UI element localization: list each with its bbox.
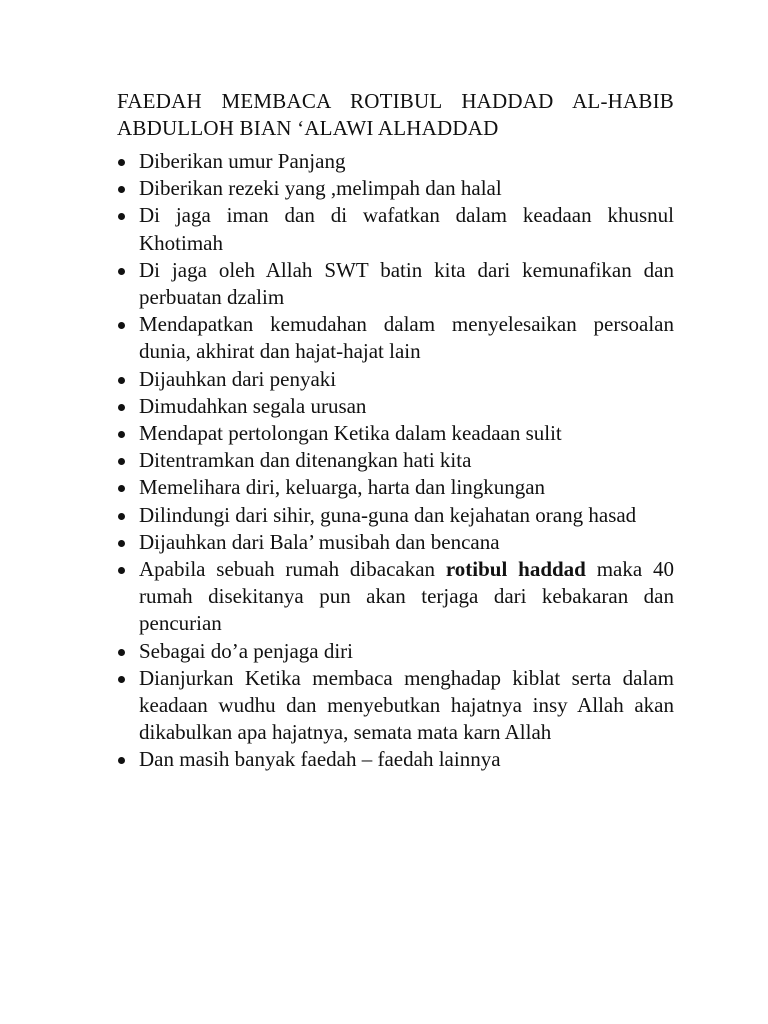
bullet-icon (118, 268, 125, 275)
list-item-text: Dijauhkan dari penyaki (139, 366, 337, 391)
bullet-icon (118, 322, 125, 329)
list-item (117, 202, 674, 256)
list-item-text: Sebagai do’a penjaga diri (139, 638, 353, 663)
list-item (117, 746, 674, 773)
faedah-list (117, 148, 674, 774)
bullet-icon (118, 213, 125, 220)
bullet-icon (118, 485, 125, 492)
list-item-text-pre: Apabila sebuah rumah dibacakan (139, 557, 446, 582)
bullet-icon (118, 567, 125, 574)
bullet-icon (118, 513, 125, 520)
list-item (117, 638, 674, 665)
list-item (117, 366, 674, 393)
bullet-icon (118, 757, 125, 764)
list-item (117, 474, 674, 501)
list-item-text: Di jaga iman dan di wafatkan dalam keadaan khusnul Khotimah (139, 203, 674, 255)
bullet-icon (118, 186, 125, 193)
list-item-text: Mendapat pertolongan Ketika dalam keadaan sulit (139, 421, 562, 446)
bullet-icon (118, 431, 125, 438)
list-item-text: Dilindungi dari sihir, guna-guna dan kejahatan orang hasad (139, 502, 637, 527)
list-item-text: Ditentramkan dan ditenangkan hati kita (139, 448, 472, 473)
list-item-text: Diberikan rezeki yang ,melimpah dan halal (139, 176, 502, 201)
document-title (117, 88, 674, 142)
list-item (117, 393, 674, 420)
list-item (117, 311, 674, 365)
bullet-icon (118, 159, 125, 166)
list-item (117, 665, 674, 747)
list-item (117, 420, 674, 447)
list-item (117, 529, 674, 556)
list-item (117, 175, 674, 202)
list-item-text: Diberikan umur Panjang (139, 149, 346, 173)
list-item (117, 148, 674, 175)
list-item-text (139, 557, 674, 635)
bullet-icon (118, 649, 125, 656)
list-item-text: Di jaga oleh Allah SWT batin kita dari kemunafikan dan perbuatan dzalim (139, 257, 674, 310)
list-item (117, 502, 674, 529)
title-line-2: ABDULLOH BIAN ‘ALAWI ALHADDAD (117, 116, 499, 140)
list-item (117, 447, 674, 474)
list-item-text-post: maka 40 rumah disekitanya pun akan terjaga dari kebakaran dan pencurian (139, 557, 674, 636)
list-item-text: Mendapatkan kemudahan dalam menyelesaikan persoalan dunia, akhirat dan hajat-hajat lain (139, 312, 674, 364)
list-item-text: Dianjurkan Ketika membaca menghadap kiblat serta dalam keadaan wudhu dan menyebutkan hajatnya insy Allah akan dikabulkan apa hajatnya, semata mata karn Allah (139, 665, 674, 745)
bullet-icon (118, 458, 125, 465)
list-item-text: Dimudahkan segala urusan (139, 393, 367, 418)
bullet-icon (118, 377, 125, 384)
list-item-text: Memelihara diri, keluarga, harta dan lingkungan (139, 475, 546, 500)
list-item (117, 556, 674, 638)
bullet-icon (118, 404, 125, 411)
list-item-text: Dijauhkan dari Bala’ musibah dan bencana (139, 529, 500, 554)
bullet-icon (118, 676, 125, 683)
bullet-icon (118, 540, 125, 547)
list-item-text-bold: rotibul haddad (445, 557, 586, 582)
list-item (117, 257, 674, 311)
document-page (117, 88, 674, 774)
title-line-1: FAEDAH MEMBACA ROTIBUL HADDAD AL-HABIB (117, 89, 674, 113)
list-item-text: Dan masih banyak faedah – faedah lainnya (139, 747, 501, 772)
